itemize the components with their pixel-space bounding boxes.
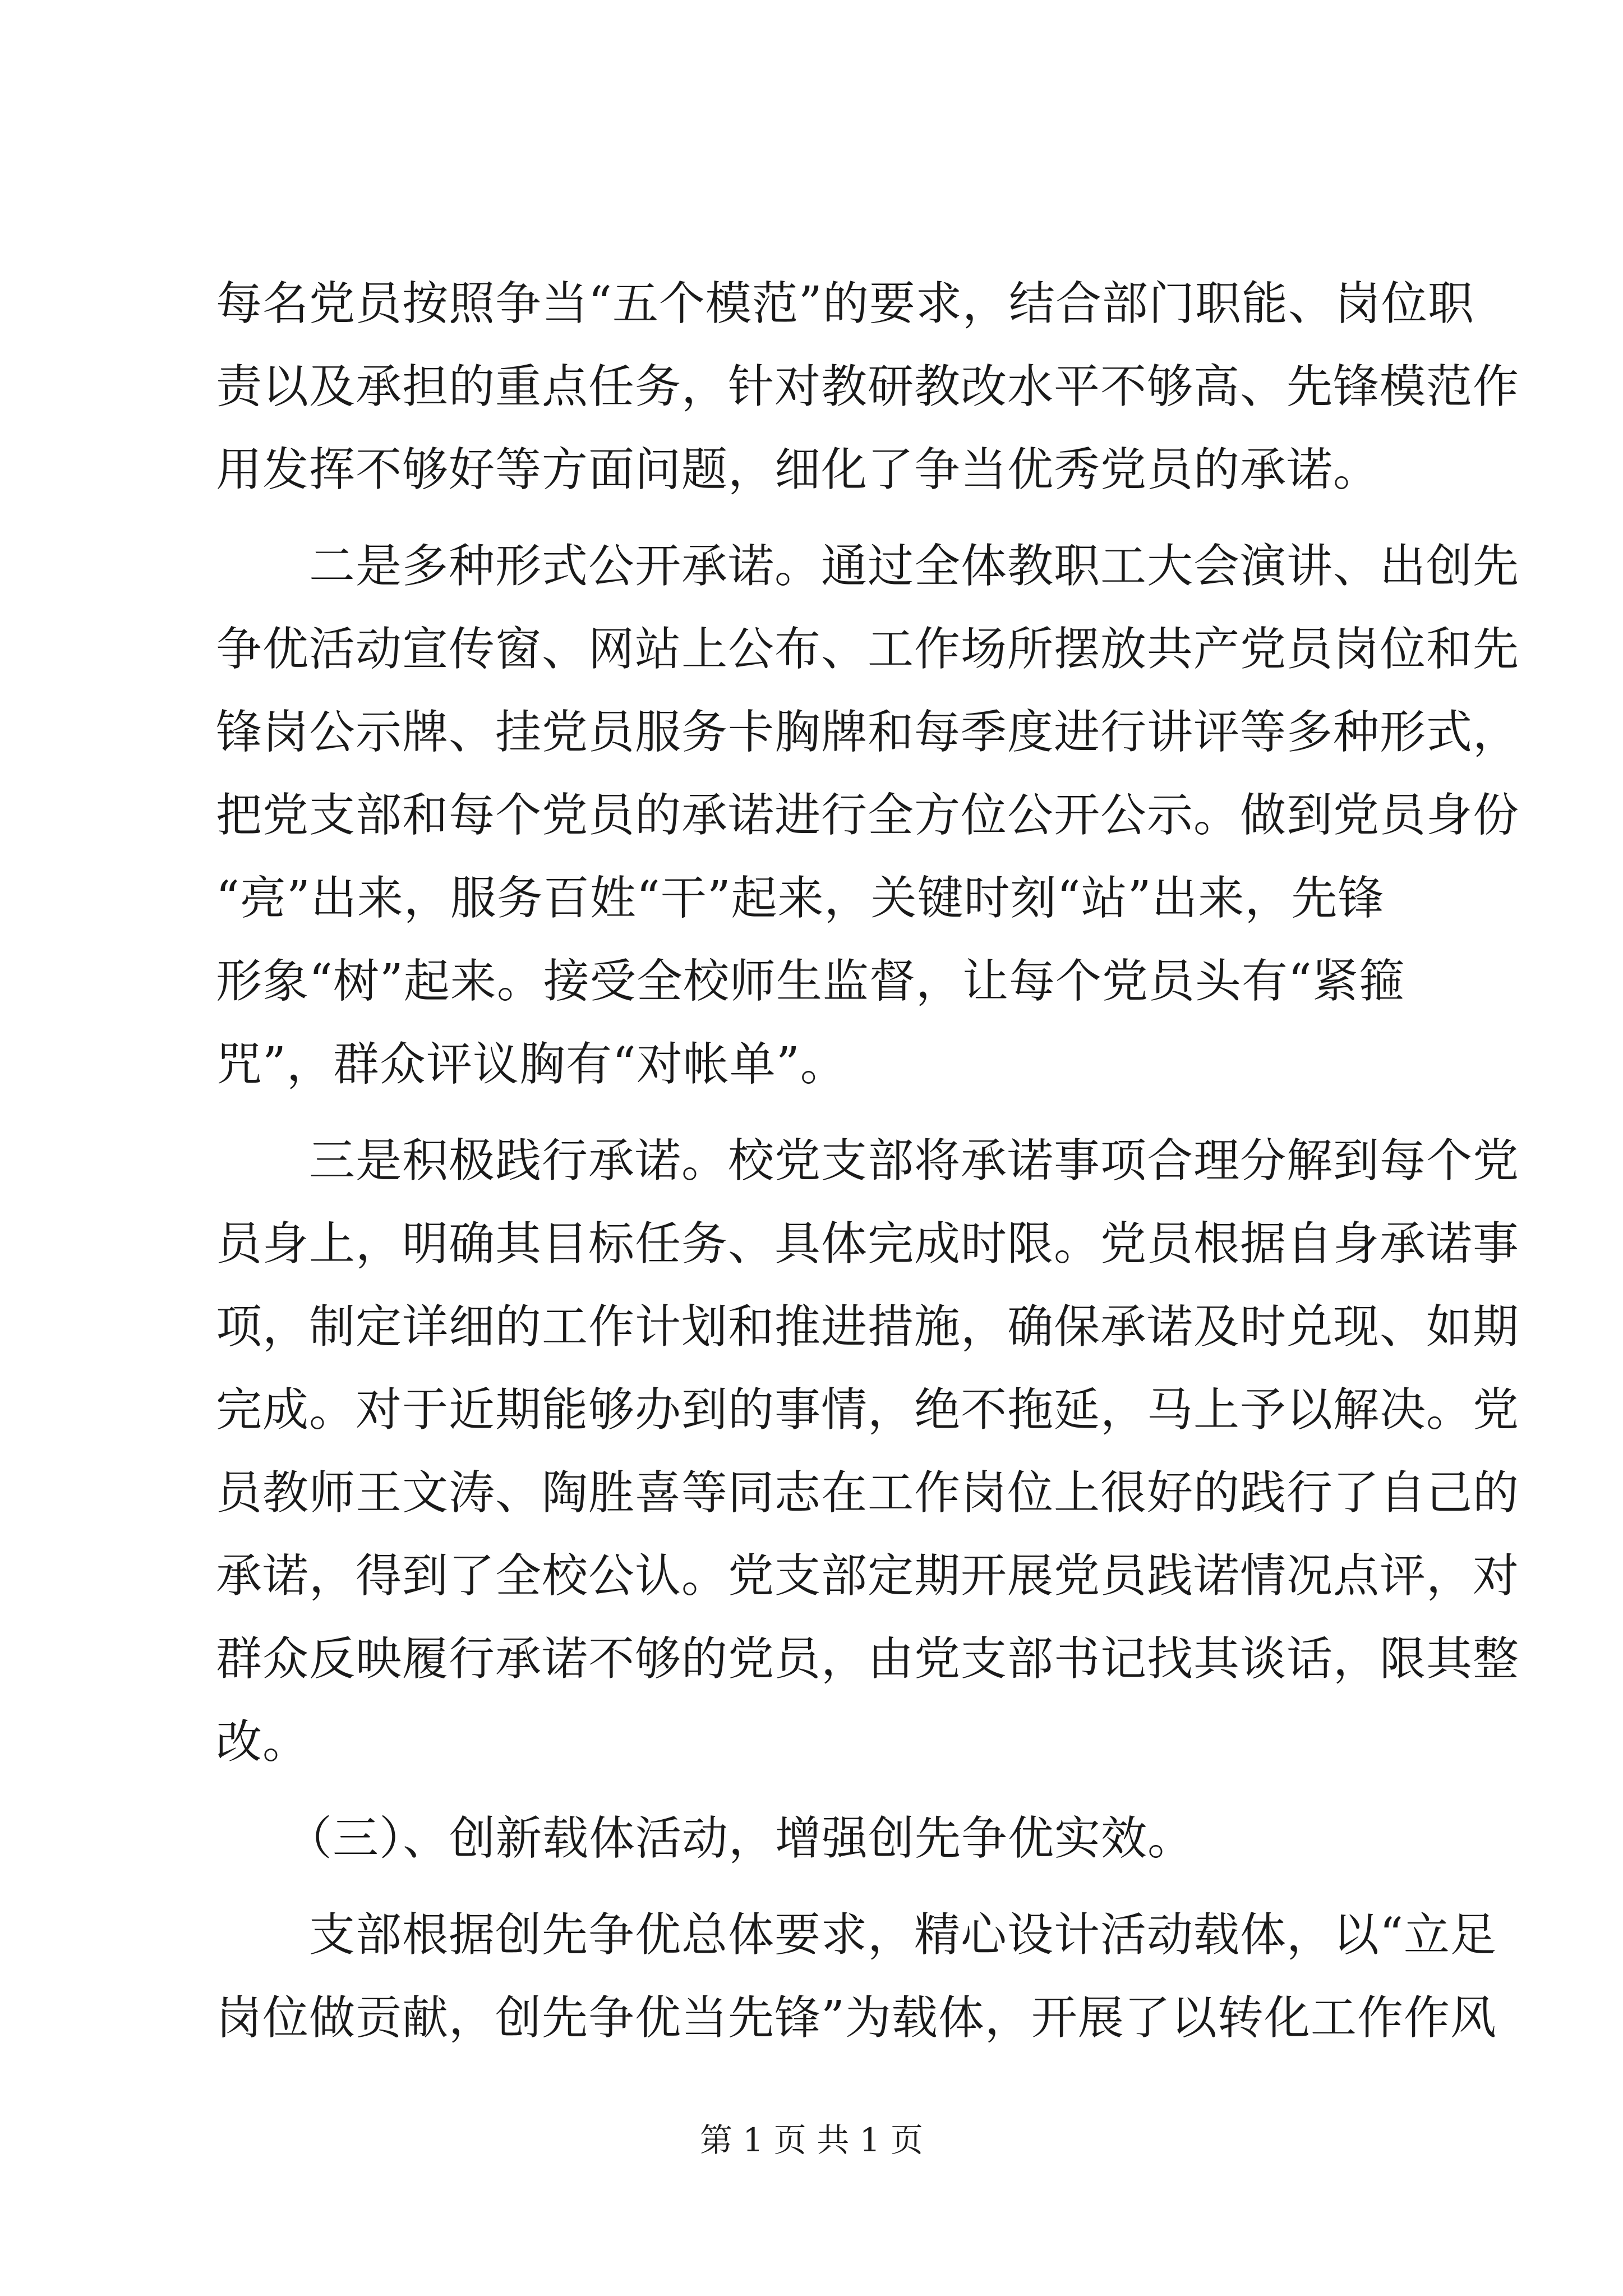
text-line: 承诺，得到了全校公认。党支部定期开展党员践诺情况点评，对 <box>216 1549 1520 1603</box>
text-line: 三是积极践行承诺。校党支部将承诺事项合理分解到每个党 <box>216 1134 1520 1188</box>
text-line: 二是多种形式公开承诺。通过全体教职工大会演讲、出创先 <box>216 540 1520 593</box>
text-line: 岗位做贡献，创先争优当先锋”为载体，开展了以转化工作作风 <box>216 1991 1497 2045</box>
paragraph <box>216 263 1520 512</box>
text-line: 项，制定详细的工作计划和推进措施，确保承诺及时兑现、如期 <box>216 1300 1520 1354</box>
text-line: 每名党员按照争当“五个模范”的要求，结合部门职能、岗位职 <box>216 277 1474 330</box>
text-line: 争优活动宣传窗、网站上公布、工作场所摆放共产党员岗位和先 <box>216 623 1520 676</box>
text-line: 支部根据创先争优总体要求，精心设计活动载体，以“立足 <box>216 1908 1497 1962</box>
paragraph <box>216 525 1520 1106</box>
text-line: 咒”，群众评议胸有“对帐单”。 <box>216 1038 847 1091</box>
paragraph <box>216 1120 1520 1784</box>
text-line: 锋岗公示牌、挂党员服务卡胸牌和每季度进行讲评等多种形式， <box>216 706 1520 759</box>
text-line: 改。 <box>216 1715 310 1769</box>
text-line: （三）、创新载体活动，增强创先争优实效。 <box>216 1812 1195 1865</box>
text-line: “亮”出来，服务百姓“干”起来，关键时刻“站”出来，先锋 <box>216 872 1385 925</box>
page-number-footer: 第 1 页 共 1 页 <box>700 2121 923 2159</box>
text-line: 员教师王文涛、陶胜喜等同志在工作岗位上很好的践行了自己的 <box>216 1466 1520 1520</box>
text-line: 把党支部和每个党员的承诺进行全方位公开公示。做到党员身份 <box>216 789 1520 842</box>
text-line: 群众反映履行承诺不够的党员，由党支部书记找其谈话，限其整 <box>216 1632 1520 1686</box>
text-line: 用发挥不够好等方面问题，细化了争当优秀党员的承诺。 <box>216 443 1380 496</box>
text-line: 形象“树”起来。接受全校师生监督，让每个党员头有“紧箍 <box>216 955 1405 1008</box>
section-heading <box>216 1797 1410 1880</box>
text-line: 员身上，明确其目标任务、具体完成时限。党员根据自身承诺事 <box>216 1217 1520 1271</box>
document-body <box>216 263 1520 2060</box>
text-line: 责以及承担的重点任务，针对教研教改水平不够高、先锋模范作 <box>216 360 1520 413</box>
paragraph <box>216 1894 1497 2060</box>
text-line: 完成。对于近期能够办到的事情，绝不拖延，马上予以解决。党 <box>216 1383 1520 1437</box>
